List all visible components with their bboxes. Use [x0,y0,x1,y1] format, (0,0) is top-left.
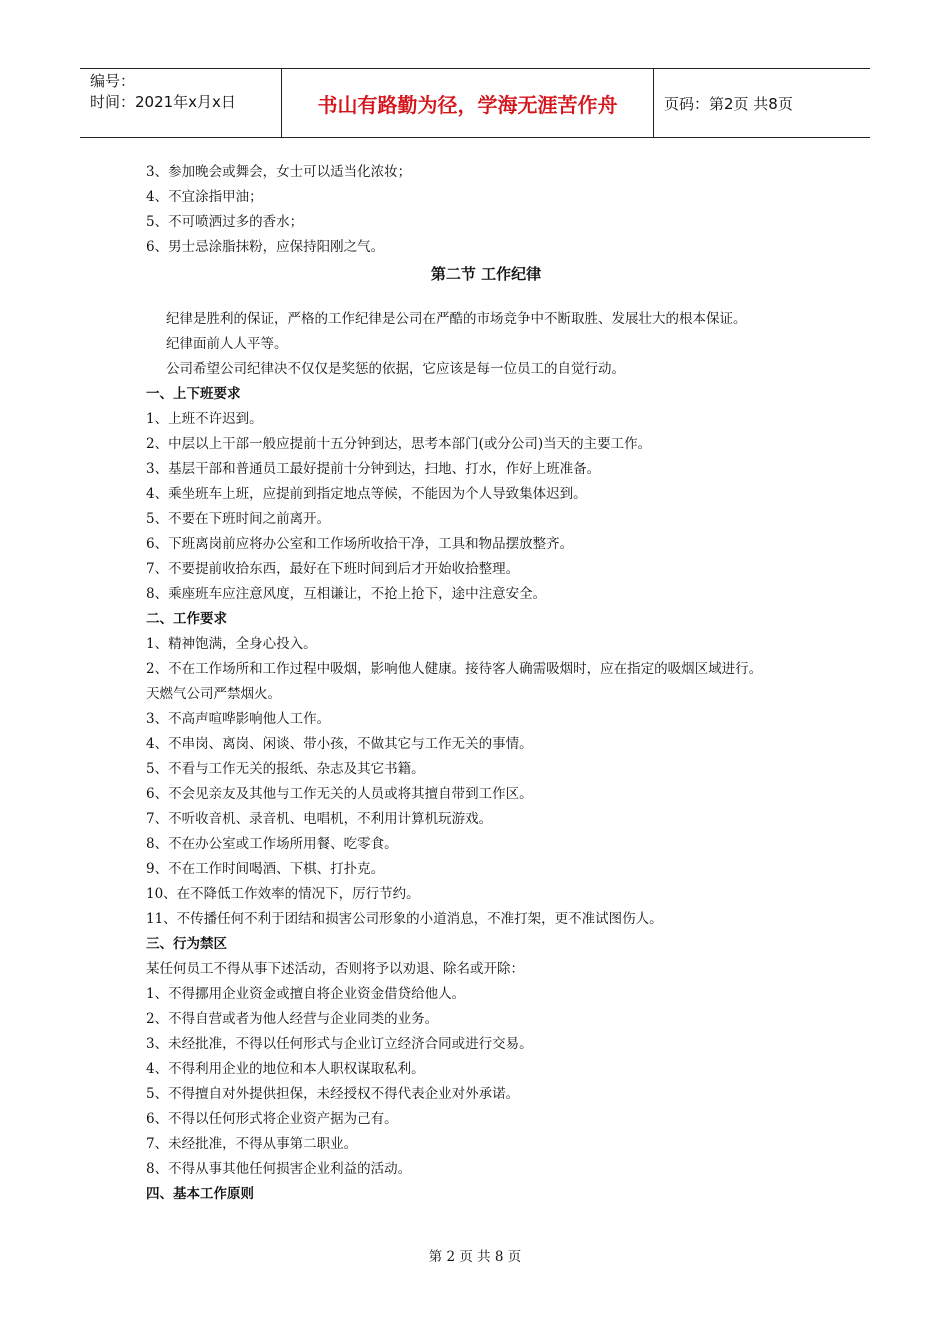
list-item: 2、不在工作场所和工作过程中吸烟，影响他人健康。接待客人确需吸烟时，应在指定的吸烟区域进行。 [146,661,763,677]
list-item: 6、男士忌涂脂抹粉，应保持阳刚之气。 [146,239,385,255]
list-item: 3、不高声喧哗影响他人工作。 [146,711,331,727]
list-item: 7、未经批准，不得从事第二职业。 [146,1136,358,1152]
list-item: 5、不看与工作无关的报纸、杂志及其它书籍。 [146,761,425,777]
header-meta [80,69,282,137]
list-item: 7、不要提前收拾东西，最好在下班时间到后才开始收拾整理。 [146,561,520,577]
list-item: 6、不会见亲友及其他与工作无关的人员或将其擅自带到工作区。 [146,786,533,802]
section-title: 第二节 工作纪律 [430,265,542,283]
subsection-heading: 一、上下班要求 [146,386,241,402]
list-item: 7、不听收音机、录音机、电唱机，不利用计算机玩游戏。 [146,811,493,827]
subsection-heading: 二、工作要求 [146,611,227,627]
list-item: 4、不宜涂指甲油； [146,189,263,205]
list-item: 2、不得自营或者为他人经营与企业同类的业务。 [146,1011,439,1027]
subsection-heading: 四、基本工作原则 [146,1186,254,1202]
list-item: 3、未经批准，不得以任何形式与企业订立经济合同或进行交易。 [146,1036,533,1052]
document-date: 时间：2021年x月x日 [90,93,236,111]
list-item: 4、乘坐班车上班，应提前到指定地点等候，不能因为个人导致集体迟到。 [146,486,587,502]
document-number-label: 编号： [90,72,136,90]
list-item: 5、不要在下班时间之前离开。 [146,511,331,527]
list-item: 6、不得以任何形式将企业资产据为己有。 [146,1111,398,1127]
list-item: 3、参加晚会或舞会，女士可以适当化浓妆； [146,164,412,180]
list-item: 8、乘座班车应注意风度，互相谦让，不抢上抢下，途中注意安全。 [146,586,547,602]
list-item: 9、不在工作时间喝酒、下棋、打扑克。 [146,861,385,877]
page-header [80,68,870,138]
list-item: 5、不可喷洒过多的香水； [146,214,304,230]
list-item: 天燃气公司严禁烟火。 [146,686,281,702]
paragraph: 某任何员工不得从事下述活动，否则将予以劝退、除名或开除： [146,961,524,977]
header-page-info: 页码：第2页 共8页 [664,94,793,113]
list-item: 8、不得从事其他任何损害企业利益的活动。 [146,1161,412,1177]
list-item: 10、在不降低工作效率的情况下，厉行节约。 [146,886,420,902]
list-item: 2、中层以上干部一般应提前十五分钟到达，思考本部门(或分公司)当天的主要工作。 [146,436,652,452]
spacer [146,289,826,307]
list-item: 8、不在办公室或工作场所用餐、吃零食。 [146,836,398,852]
paragraph: 公司希望公司纪律决不仅仅是奖惩的依据，它应该是每一位员工的自觉行动。 [166,361,625,377]
list-item: 11、不传播任何不利于团结和损害公司形象的小道消息，不准打架，更不准试图伤人。 [146,911,663,927]
list-item: 3、基层干部和普通员工最好提前十分钟到达，扫地、打水，作好上班准备。 [146,461,601,477]
list-item: 1、上班不许迟到。 [146,411,263,427]
list-item: 1、精神饱满，全身心投入。 [146,636,317,652]
header-motto: 书山有路勤为径，学海无涯苦作舟 [282,69,654,137]
subsection-heading: 三、行为禁区 [146,936,227,952]
paragraph: 纪律面前人人平等。 [166,336,288,352]
list-item: 4、不串岗、离岗、闲谈、带小孩，不做其它与工作无关的事情。 [146,736,533,752]
list-item: 1、不得挪用企业资金或擅自将企业资金借贷给他人。 [146,986,466,1002]
document-body [146,160,826,1207]
paragraph: 纪律是胜利的保证，严格的工作纪律是公司在严酷的市场竞争中不断取胜、发展壮大的根本保证。 [166,311,747,327]
list-item: 6、下班离岗前应将办公室和工作场所收拾干净，工具和物品摆放整齐。 [146,536,574,552]
page-footer: 第 2 页 共 8 页 [428,1249,522,1265]
list-item: 4、不得利用企业的地位和本人职权谋取私利。 [146,1061,425,1077]
list-item: 5、不得擅自对外提供担保，未经授权不得代表企业对外承诺。 [146,1086,520,1102]
